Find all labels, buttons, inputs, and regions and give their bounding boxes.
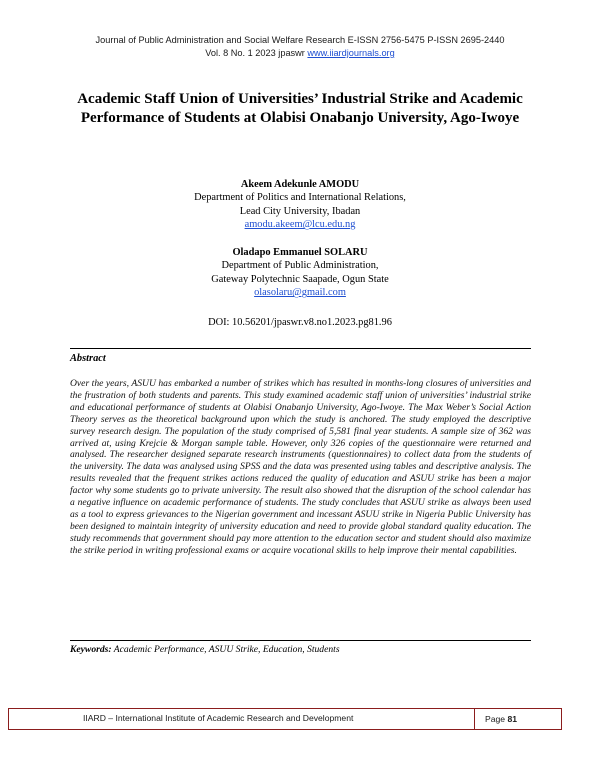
abstract-top-rule [70, 348, 531, 349]
author-name: Oladapo Emmanuel SOLARU [232, 247, 368, 258]
keywords [70, 644, 531, 655]
paper-title: Academic Staff Union of Universities’ Industrial Strike and Academic Performance of Students at Olabisi Onabanjo University, Ago-Iwoye [77, 91, 523, 126]
journal-header [0, 34, 600, 60]
abstract-heading: Abstract [70, 353, 106, 364]
doi: DOI: 10.56201/jpaswr.v8.no1.2023.pg81.96 [208, 317, 392, 328]
author-department: Department of Politics and International Relations, [194, 192, 406, 204]
keywords-label: Keywords: [70, 644, 112, 655]
footer-publisher: IIARD – International Institute of Academic Research and Development [83, 713, 354, 723]
author-department: Department of Public Administration, [221, 260, 379, 272]
author-block-2 [100, 246, 500, 300]
journal-volume-line [0, 47, 600, 60]
journal-website-link[interactable]: www.iiardjournals.org [307, 48, 395, 58]
footer-page-label: Page [485, 714, 508, 724]
abstract-body: Over the years, ASUU has embarked a number of strikes which has resulted in months-long closures of universities and the frustration of both students and parents. This study examined academic staff union of universities’ industrial strike and educational performance of students at Olabisi Onabanjo University, Ago-Iwoye. The Max Weber’s Social Action Theory serves as the theoretical background upon which the study is anchored. The study employed the descriptive survey research design. The population of the study comprised of 5,581 final year students. A sample size of 362 was arrived at, using Krejcie & Morgan sample table. However, only 326 copies of the questionnaire were returned and analysed. The researcher designed separate research instruments (questionnaires) to collect data from the students of the university. The data was analysed using SPSS and the data was presented using tables and descriptive analysis. The results revealed that the frequent strikes actions reduced the quality of education and ASUU strike has been a major factor why some students go to private university. The result also showed that the disruption of the school calendar has a negative influence on academic performance of students. The study concludes that ASUU strike as always been used as a tool to express grievances to the Nigerian government and incessant ASUU strike in Nigeria Public University has been designed to maintain integrity of university education and need to provide global standard quality education. The study recommends that government should pay more attention to the education sector and student should also maximize the strike period in writing professional exams or acquire vocational skills to help improve their mental capabilities. [70, 378, 531, 556]
keywords-text: Academic Performance, ASUU Strike, Education, Students [111, 644, 340, 655]
journal-volume-text: Vol. 8 No. 1 2023 jpaswr [205, 48, 308, 58]
keywords-top-rule [70, 640, 531, 641]
author-name: Akeem Adekunle AMODU [240, 179, 360, 190]
author-institution: Lead City University, Ibadan [239, 205, 361, 217]
author-institution: Gateway Polytechnic Saapade, Ogun State [211, 273, 389, 285]
footer-page [474, 709, 561, 729]
author-email-link[interactable]: amodu.akeem@lcu.edu.ng [244, 219, 356, 231]
author-block-1 [100, 178, 500, 232]
journal-issn-line: Journal of Public Administration and Social Welfare Research E-ISSN 2756-5475 P-ISSN 2695-2440 [95, 35, 505, 45]
author-email-link[interactable]: olasolaru@gmail.com [254, 287, 346, 299]
footer-page-number: 81 [507, 714, 518, 724]
page-footer [8, 708, 562, 730]
